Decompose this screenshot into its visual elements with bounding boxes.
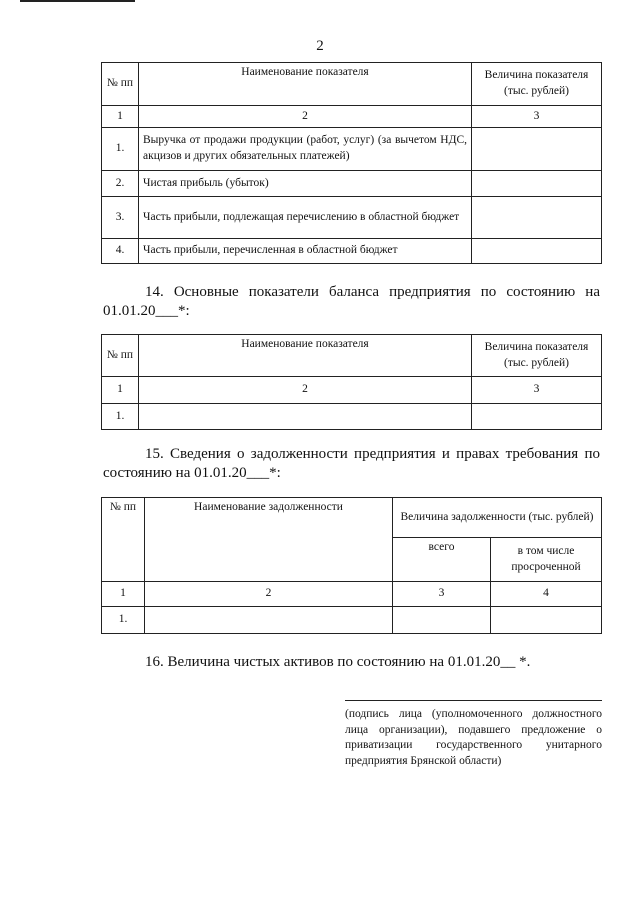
column-number: 3 — [472, 106, 602, 128]
row-number: 1. — [102, 128, 139, 171]
column-number: 1 — [102, 106, 139, 128]
col-header-number: № пп — [102, 335, 139, 377]
row-overdue — [491, 607, 602, 634]
table-row — [102, 128, 602, 171]
table-row — [102, 607, 602, 634]
column-numbering-row — [102, 582, 602, 607]
column-number: 1 — [102, 582, 145, 607]
column-number: 2 — [145, 582, 393, 607]
row-name: Чистая прибыль (убыток) — [139, 171, 472, 197]
row-value — [472, 128, 602, 171]
col-header-number: № пп — [102, 63, 139, 106]
col-header-value: Величина показателя (тыс. рублей) — [472, 335, 602, 377]
col-header-number: № пп — [102, 498, 145, 582]
column-number: 3 — [393, 582, 491, 607]
col-header-name: Наименование показателя — [139, 63, 472, 106]
table-row — [102, 404, 602, 430]
row-name: Часть прибыли, подлежащая перечислению в областной бюджет — [139, 197, 472, 239]
table-header-row — [102, 335, 602, 377]
column-numbering-row — [102, 377, 602, 404]
column-numbering-row — [102, 106, 602, 128]
table-row — [102, 197, 602, 239]
row-number: 1. — [102, 404, 139, 430]
row-number: 4. — [102, 239, 139, 264]
col-header-value: Величина показателя (тыс. рублей) — [472, 63, 602, 106]
debt-table — [101, 497, 602, 634]
row-name — [139, 404, 472, 430]
balance-indicators-table — [101, 334, 602, 430]
page-number: 2 — [316, 38, 324, 54]
col-header-name: Наименование задолженности — [145, 498, 393, 582]
row-value — [472, 171, 602, 197]
col-header-name: Наименование показателя — [139, 335, 472, 377]
table-row — [102, 239, 602, 264]
top-rule — [20, 0, 135, 2]
row-number: 3. — [102, 197, 139, 239]
section-15-heading: 15. Сведения о задолженности предприятия и правах требования по состоянию на 01.01.20___*: — [103, 446, 600, 481]
row-name: Часть прибыли, перечисленная в областной бюджет — [139, 239, 472, 264]
col-header-total: всего — [393, 538, 491, 582]
row-number: 1. — [102, 607, 145, 634]
signature-line — [345, 700, 602, 701]
row-value — [472, 197, 602, 239]
column-number: 2 — [139, 377, 472, 404]
signature-caption: (подпись лица (уполномоченного должностного лица организации), подавшего предложение о приватизации государственного унитарного предприятия Брянской области) — [345, 708, 602, 767]
col-header-debt-amount: Величина задолженности (тыс. рублей) — [393, 498, 602, 538]
row-name: Выручка от продажи продукции (работ, услуг) (за вычетом НДС, акцизов и других обязательных платежей) — [139, 128, 472, 171]
table-header-row — [102, 63, 602, 106]
col-header-overdue: в том числе просроченной — [491, 538, 602, 582]
column-number: 3 — [472, 377, 602, 404]
row-value — [472, 239, 602, 264]
column-number: 4 — [491, 582, 602, 607]
table-header-row — [102, 498, 602, 538]
row-name — [145, 607, 393, 634]
row-total — [393, 607, 491, 634]
profit-indicators-table — [101, 62, 602, 264]
section-16-heading: 16. Величина чистых активов по состоянию на 01.01.20__ *. — [145, 654, 531, 670]
table-row — [102, 171, 602, 197]
row-value — [472, 404, 602, 430]
column-number: 1 — [102, 377, 139, 404]
section-14-heading: 14. Основные показатели баланса предприятия по состоянию на 01.01.20___*: — [103, 284, 600, 319]
column-number: 2 — [139, 106, 472, 128]
row-number: 2. — [102, 171, 139, 197]
